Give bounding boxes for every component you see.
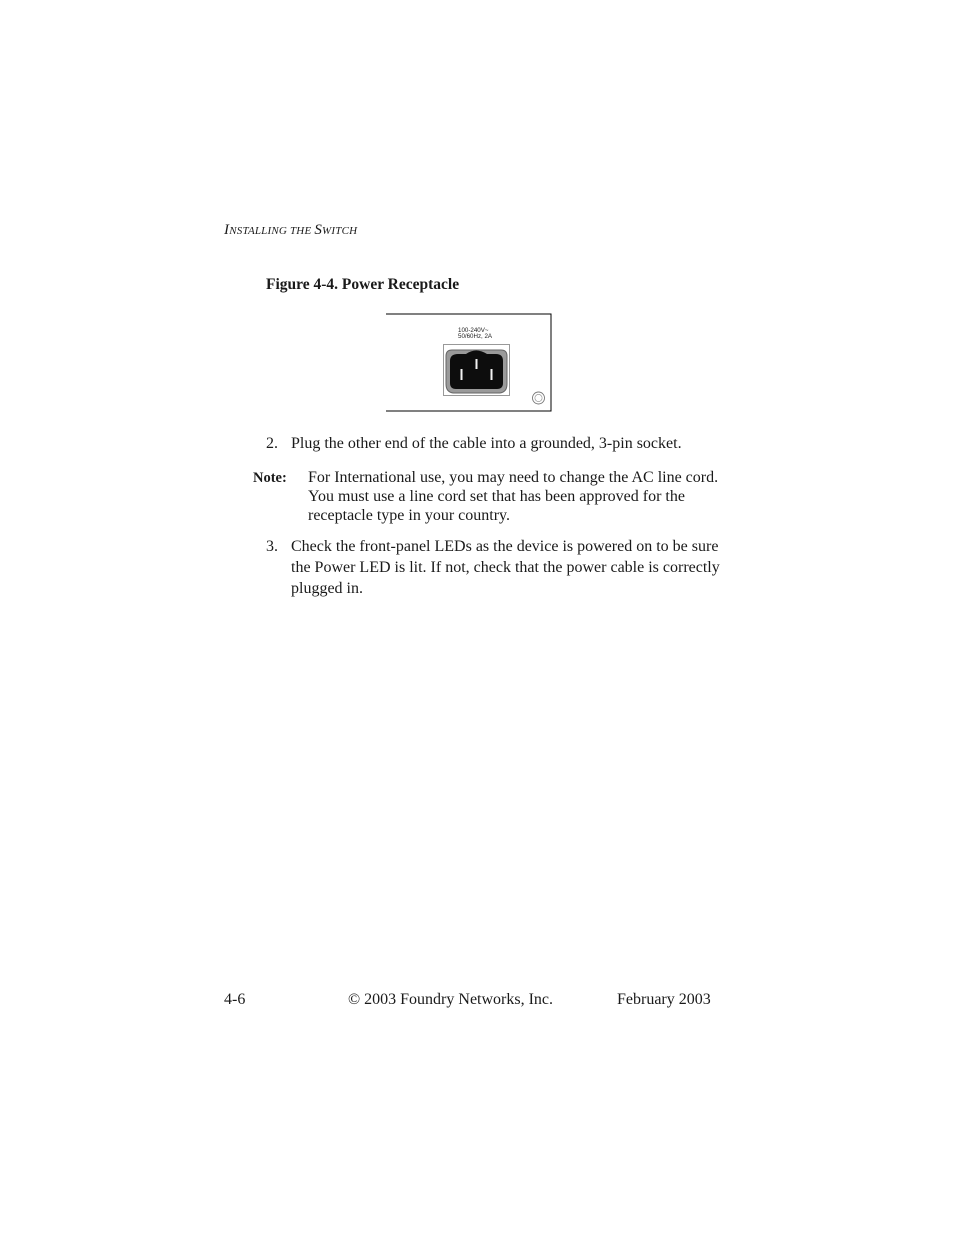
power-receptacle-figure — [386, 313, 552, 412]
page-number: 4-6 — [224, 991, 246, 1008]
power-receptacle-illustration — [386, 313, 552, 412]
step-2 — [266, 433, 726, 454]
step-text: Check the front-panel LEDs as the device is powered on to be sure the Power LED is lit. If not, check that the power cable is correctly plugged in. — [291, 538, 720, 597]
copyright: © 2003 Foundry Networks, Inc. — [348, 991, 554, 1008]
note-label: Note: — [253, 470, 287, 486]
step-3 — [266, 536, 726, 599]
figure-caption: Figure 4-4. Power Receptacle — [266, 276, 460, 293]
step-number: 3. — [266, 538, 278, 555]
ground-pin — [476, 359, 478, 369]
screw-icon — [533, 392, 545, 404]
running-header: INSTALLING THE SWITCH — [224, 222, 358, 238]
note-text: For International use, you may need to change the AC line cord. You must use a line cord set that has been approved for the receptacle type in your country. — [308, 469, 719, 524]
step-text: Plug the other end of the cable into a grounded, 3-pin socket. — [291, 435, 682, 452]
publication-date: February 2003 — [617, 991, 711, 1008]
neutral-pin — [491, 369, 493, 380]
frequency-rating: 50/60Hz, 2A — [458, 333, 493, 340]
voltage-rating: 100-240V~ — [458, 327, 489, 334]
step-number: 2. — [266, 435, 278, 452]
line-pin — [461, 369, 463, 380]
